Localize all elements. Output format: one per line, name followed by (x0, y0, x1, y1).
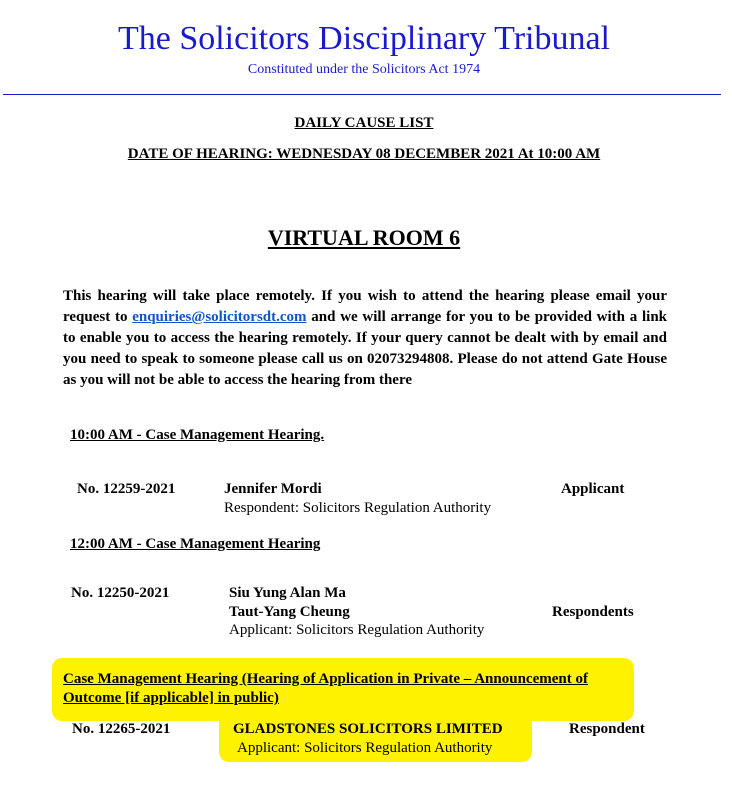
hearing-2-party-name-2: Taut-Yang Cheung (229, 604, 350, 620)
hearing-2-case-number: No. 12250-2021 (71, 585, 170, 601)
notice-text-2: and we will arrange for you to be provided with a link to enable you to access the hearing remotely. If your query cannot be dealt with by email and you need to speak to someone please call us on 02073294808. Please do not attend Gate House as you will not be able to access the hearing from there (63, 309, 667, 388)
hearing-1-heading: 10:00 AM - Case Management Hearing. (70, 427, 325, 443)
tribunal-title: The Solicitors Disciplinary Tribunal (117, 20, 611, 57)
hearing-1-role: Applicant (561, 481, 625, 497)
header-divider (3, 94, 721, 95)
hearing-3-heading-line-1: Case Management Hearing (Hearing of Application in Private – Announcement of (63, 671, 588, 687)
hearing-1-case-number: No. 12259-2021 (77, 481, 176, 497)
hearing-3-case-number: No. 12265-2021 (72, 721, 171, 737)
hearing-2-party-name-1: Siu Yung Alan Ma (229, 585, 346, 601)
hearing-3-role: Respondent (569, 721, 645, 737)
hearing-2-role: Respondents (552, 604, 634, 620)
tribunal-subtitle: Constituted under the Solicitors Act 1974 (247, 62, 481, 77)
virtual-room-heading: VIRTUAL ROOM 6 (267, 225, 461, 250)
daily-cause-list-heading: DAILY CAUSE LIST (294, 115, 434, 131)
hearing-1-party-name: Jennifer Mordi (224, 481, 322, 497)
hearing-2-other-party: Applicant: Solicitors Regulation Authority (229, 622, 485, 638)
hearing-1-other-party: Respondent: Solicitors Regulation Authority (224, 500, 492, 516)
hearing-2-heading: 12:00 AM - Case Management Hearing (70, 536, 321, 552)
notice-text-1: This hearing will take place remotely. If you wish to attend the hearing please email your request to (63, 288, 667, 325)
hearing-3-other-party: Applicant: Solicitors Regulation Authority (237, 740, 493, 756)
hearing-3-heading-line-2: Outcome [if applicable] in public) (63, 690, 279, 706)
hearing-date-heading: DATE OF HEARING: WEDNESDAY 08 DECEMBER 2021 At 10:00 AM (127, 146, 601, 162)
remote-hearing-notice (63, 286, 667, 391)
enquiries-email-link[interactable]: enquiries@solicitorsdt.com (132, 309, 307, 325)
hearing-3-party-name: GLADSTONES SOLICITORS LIMITED (233, 721, 503, 737)
